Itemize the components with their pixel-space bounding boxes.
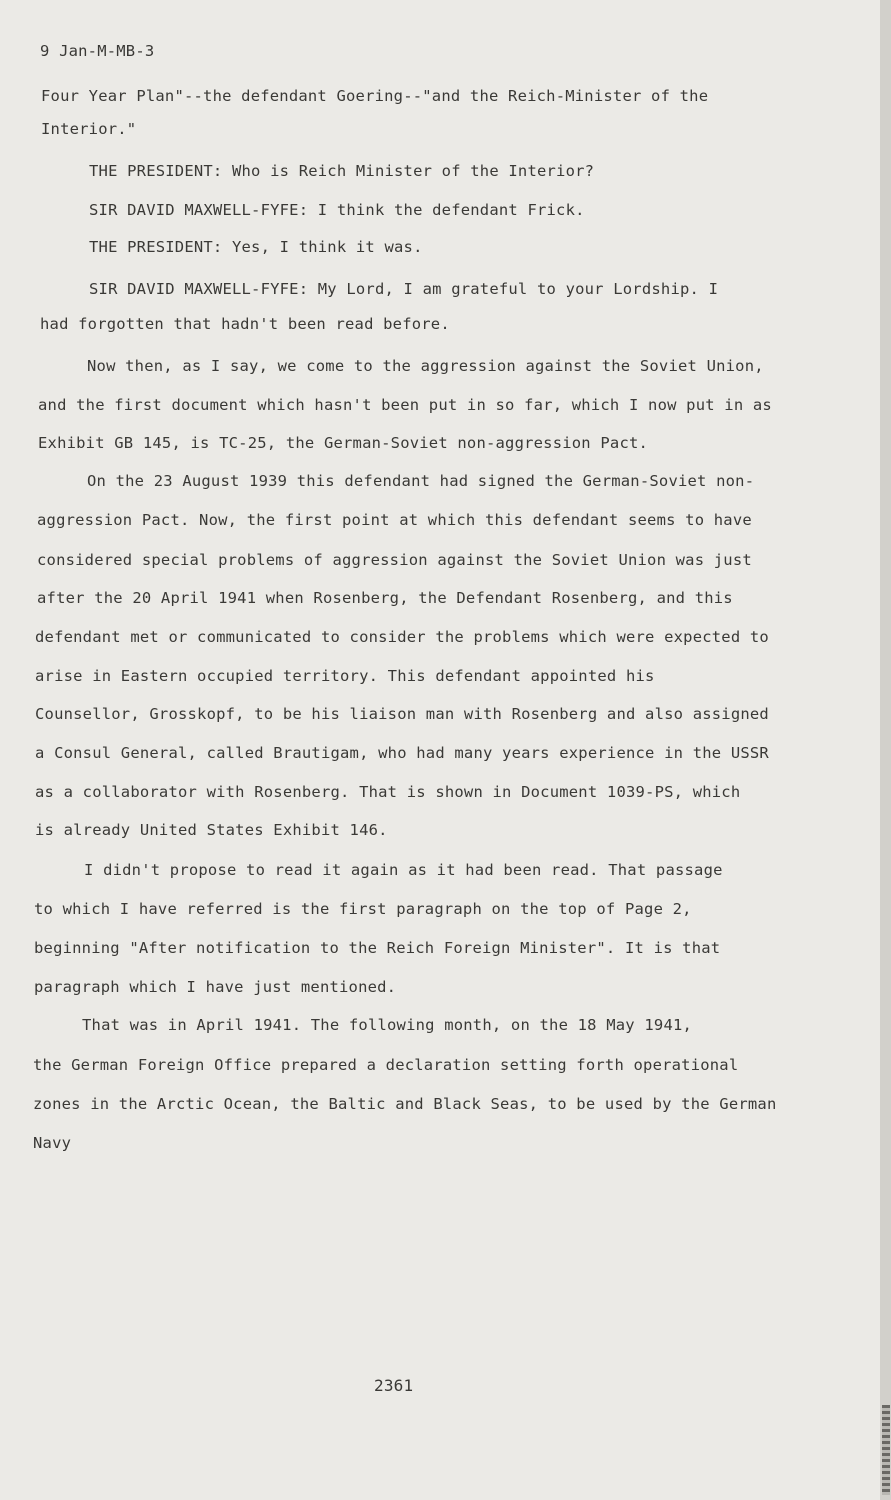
binding-edge-mark — [882, 1405, 890, 1495]
document-reference: 9 Jan-M-MB-3 — [40, 42, 155, 60]
text-line: a Consul General, called Brautigam, who had many years experience in the USSR — [35, 744, 769, 762]
text-line: arise in Eastern occupied territory. This defendant appointed his — [35, 667, 655, 685]
text-line: had forgotten that hadn't been read before. — [40, 315, 450, 333]
text-line: Interior." — [41, 120, 137, 138]
text-line: considered special problems of aggression against the Soviet Union was just — [37, 551, 752, 569]
text-line: THE PRESIDENT: Who is Reich Minister of the Interior? — [89, 162, 595, 180]
text-line: aggression Pact. Now, the first point at which this defendant seems to have — [37, 511, 752, 529]
text-line: Exhibit GB 145, is TC-25, the German-Soviet non-aggression Pact. — [38, 434, 649, 452]
text-line: zones in the Arctic Ocean, the Baltic and Black Seas, to be used by the German — [33, 1095, 777, 1113]
page-edge — [880, 0, 891, 1500]
text-line: defendant met or communicated to consider the problems which were expected to — [35, 628, 769, 646]
page-number: 2361 — [374, 1376, 414, 1395]
text-line: beginning "After notification to the Reich Foreign Minister". It is that — [34, 939, 721, 957]
text-line: to which I have referred is the first paragraph on the top of Page 2, — [34, 900, 692, 918]
text-line: I didn't propose to read it again as it had been read. That passage — [84, 861, 723, 879]
text-line: Counsellor, Grosskopf, to be his liaison man with Rosenberg and also assigned — [35, 705, 769, 723]
text-line: Four Year Plan"--the defendant Goering--"and the Reich-Minister of the — [41, 87, 709, 105]
text-line: and the first document which hasn't been put in so far, which I now put in as — [38, 396, 772, 414]
text-line: SIR DAVID MAXWELL-FYFE: My Lord, I am grateful to your Lordship. I — [89, 280, 719, 298]
text-line: as a collaborator with Rosenberg. That is shown in Document 1039-PS, which — [35, 783, 741, 801]
text-line: That was in April 1941. The following month, on the 18 May 1941, — [82, 1016, 693, 1034]
text-line: Navy — [33, 1134, 72, 1152]
text-line: paragraph which I have just mentioned. — [34, 978, 397, 996]
text-line: On the 23 August 1939 this defendant had signed the German-Soviet non- — [87, 472, 755, 490]
text-line: Now then, as I say, we come to the aggression against the Soviet Union, — [87, 357, 764, 375]
text-line: is already United States Exhibit 146. — [35, 821, 388, 839]
text-line: SIR DAVID MAXWELL-FYFE: I think the defendant Frick. — [89, 201, 585, 219]
text-line: THE PRESIDENT: Yes, I think it was. — [89, 238, 423, 256]
text-line: after the 20 April 1941 when Rosenberg, the Defendant Rosenberg, and this — [37, 589, 733, 607]
text-line: the German Foreign Office prepared a declaration setting forth operational — [33, 1056, 739, 1074]
